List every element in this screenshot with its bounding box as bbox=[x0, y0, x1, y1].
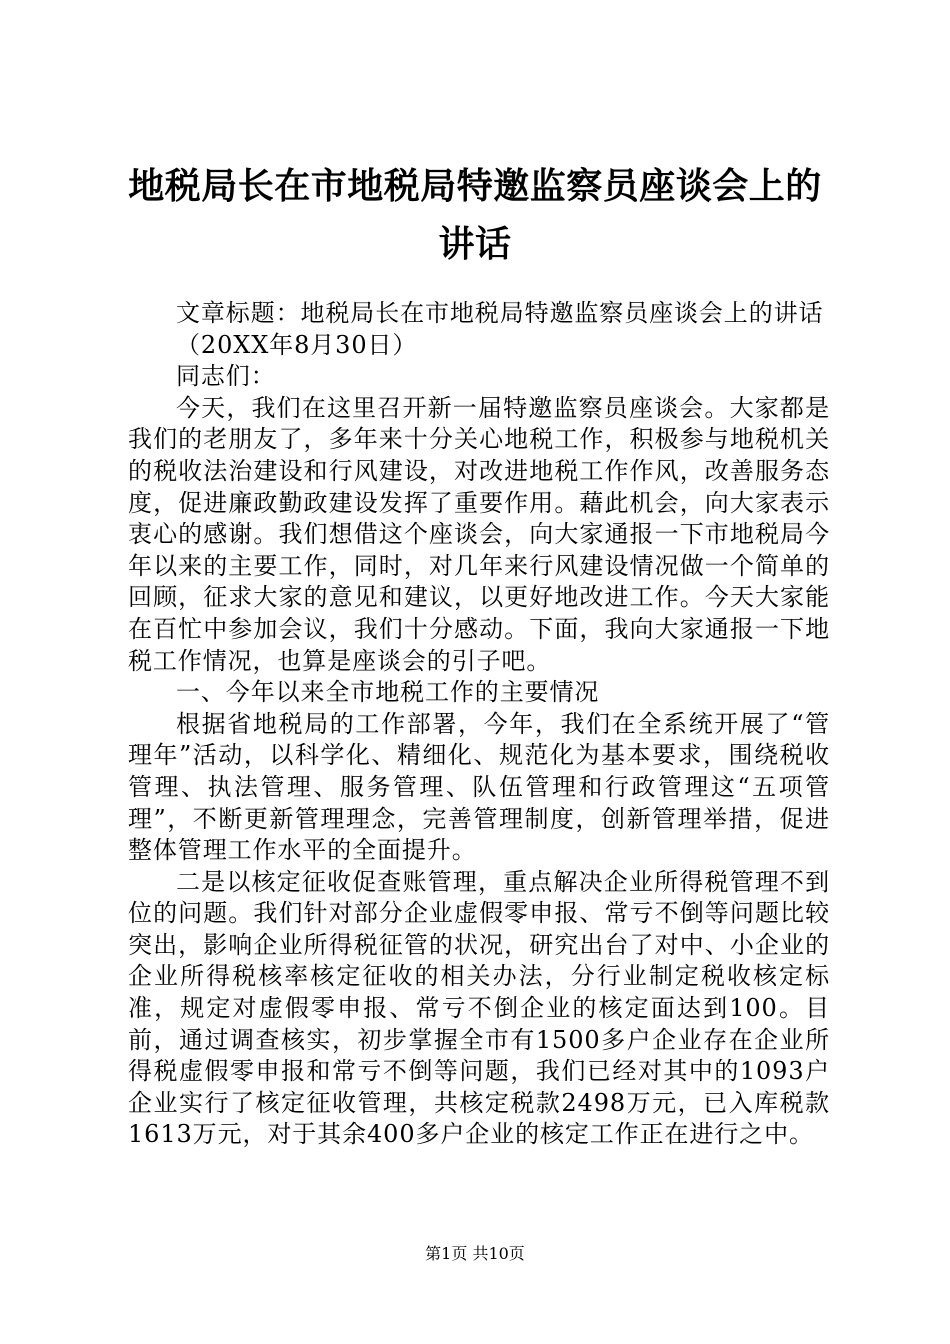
article-title-line: 文章标题：地税局长在市地税局特邀监察员座谈会上的讲话 bbox=[176, 299, 824, 327]
document-body bbox=[128, 298, 830, 1151]
document-title: 地税局长在市地税局特邀监察员座谈会上的讲话 bbox=[128, 166, 822, 265]
body-paragraph: 根据省地税局的工作部署，今年，我们在全系统开展了“管理年”活动，以科学化、精细化、规范化为基本要求，围绕税收管理、执法管理、服务管理、队伍管理和行政管理这“五项管理”，不断更新管理理念，完善管理制度，创新管理举措，促进整体管理工作水平的全面提升。 bbox=[128, 709, 830, 865]
body-paragraph: 今天，我们在这里召开新一届特邀监察员座谈会。大家都是我们的老朋友了，多年来十分关心地税工作，积极参与地税机关的税收法治建设和行风建设，对改进地税工作作风，改善服务态度，促进廉政勤政建设发挥了重要作用。藉此机会，向大家表示衷心的感谢。我们想借这个座谈会，向大家通报一下市地税局今年以来的主要工作，同时，对几年来行风建设情况做一个简单的回顾，征求大家的意见和建议，以更好地改进工作。今天大家能在百忙中参加会议，我们十分感动。下面，我向大家通报一下地税工作情况，也算是座谈会的引子吧。 bbox=[128, 393, 830, 675]
body-paragraph: 二是以核定征收促查账管理，重点解决企业所得税管理不到位的问题。我们针对部分企业虚假零申报、常亏不倒等问题比较突出，影响企业所得税征管的状况，研究出台了对中、小企业的企业所得税核率核定征收的相关办法，分行业制定税收核定标准，规定对虚假零申报、常亏不倒企业的核定面达到100。目前，通过调查核实，初步掌握全市有1500多户企业存在企业所得税虚假零申报和常亏不倒等问题，我们已经对其中的1093户企业实行了核定征收管理，共核定税款2498万元，已入库税款1613万元，对于其余400多户企业的核定工作正在进行之中。 bbox=[128, 867, 830, 1149]
salutation: 同志们： bbox=[176, 362, 276, 391]
speech-date: （20XX年8月30日） bbox=[176, 330, 418, 359]
section-heading: 一、今年以来全市地税工作的主要情况 bbox=[176, 678, 600, 707]
page-number-footer: 第1页 共10页 bbox=[425, 1244, 525, 1263]
